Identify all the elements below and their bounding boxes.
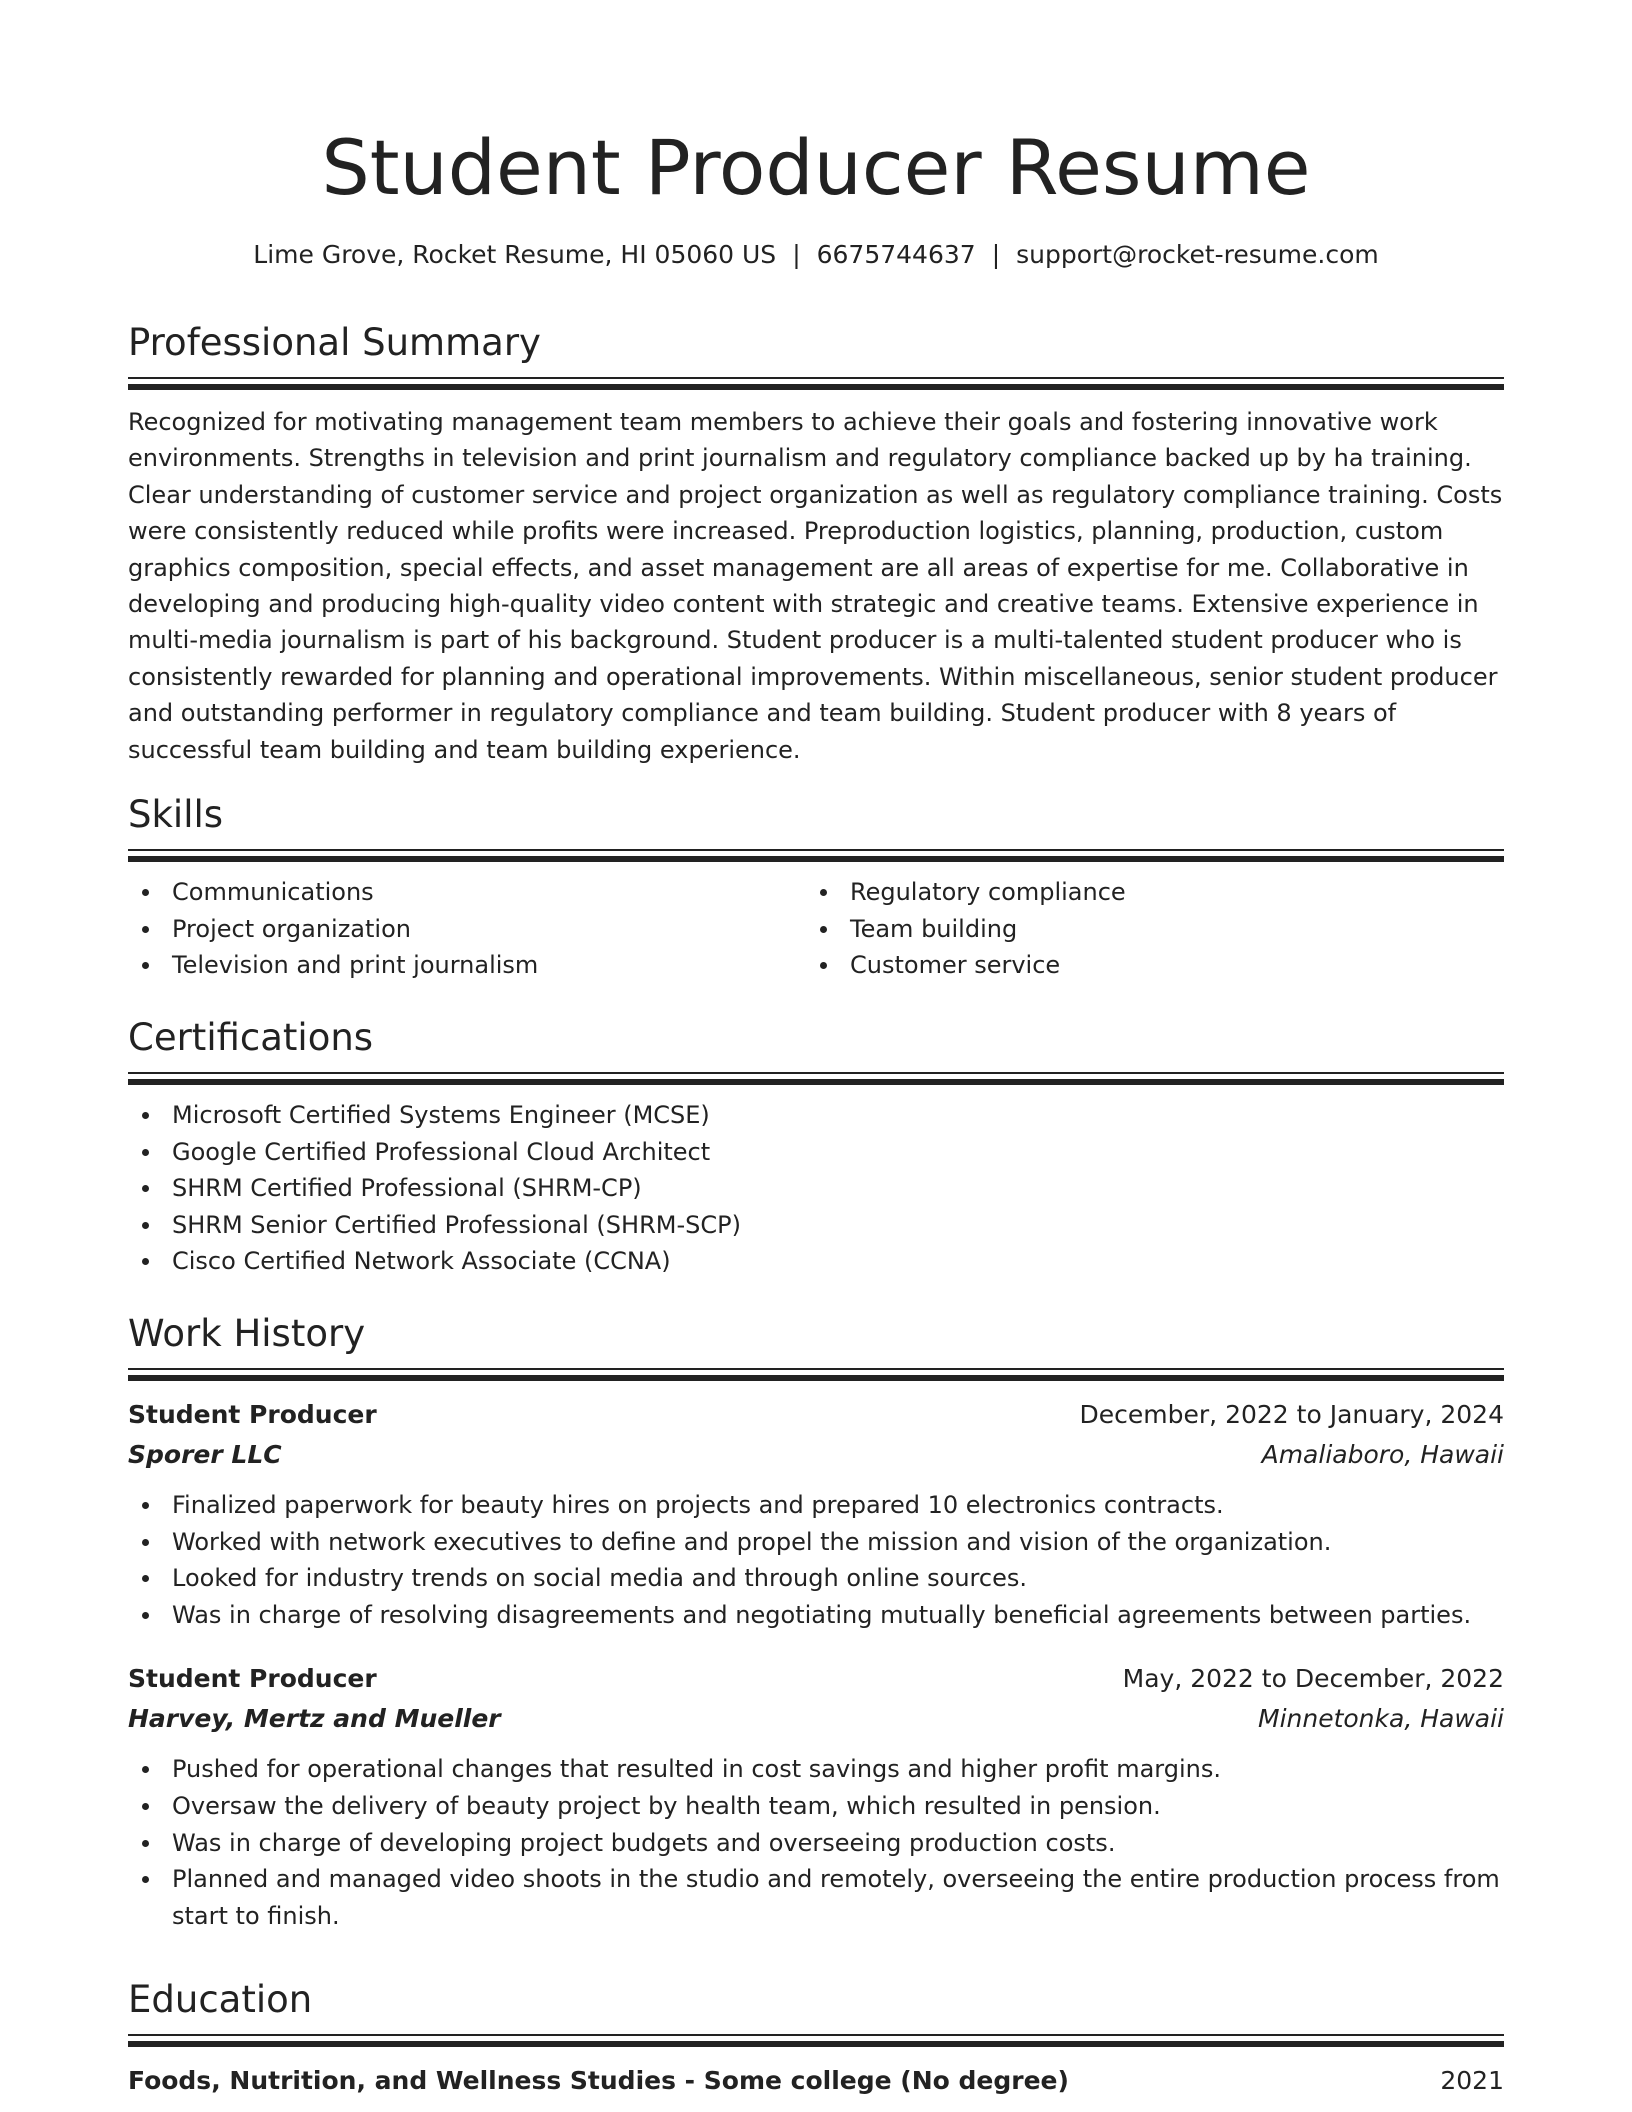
job-bullet: Planned and managed video shoots in the studio and remotely, overseeing the entire production process from start to finish. xyxy=(128,1861,1504,1934)
job-subheader xyxy=(128,1699,1504,1739)
job-bullet: Finalized paperwork for beauty hires on projects and prepared 10 electronics contracts. xyxy=(128,1487,1504,1524)
certifications-heading: Certifications xyxy=(128,1016,374,1059)
job-bullet-list xyxy=(128,1487,1504,1633)
job-bullet-list xyxy=(128,1751,1504,1934)
resume-title: Student Producer Resume xyxy=(321,123,1311,212)
job-header xyxy=(128,1659,1504,1699)
summary-section xyxy=(128,319,1504,768)
certifications-section xyxy=(128,1014,1504,1280)
job-company: Sporer LLC xyxy=(128,1440,282,1469)
contact-separator: | xyxy=(991,240,1001,269)
skills-list-left xyxy=(128,874,806,984)
work-heading: Work History xyxy=(128,1312,366,1355)
education-year: 2021 xyxy=(1440,2066,1504,2095)
job-bullet: Looked for industry trends on social media and through online sources. xyxy=(128,1560,1504,1597)
certifications-list xyxy=(128,1097,1504,1280)
skill-item: Television and print journalism xyxy=(128,947,806,984)
certification-item: Microsoft Certified Systems Engineer (MCSE) xyxy=(128,1097,1504,1134)
section-divider xyxy=(128,2034,1504,2047)
education-degree: Foods, Nutrition, and Wellness Studies - Some college (No degree) xyxy=(128,2066,1069,2095)
contact-phone: 6675744637 xyxy=(816,240,976,269)
work-section xyxy=(128,1310,1504,1934)
job-subheader xyxy=(128,1435,1504,1475)
job-bullet: Was in charge of resolving disagreements and negotiating mutually beneficial agreements between parties. xyxy=(128,1597,1504,1634)
job-company: Harvey, Mertz and Mueller xyxy=(128,1704,501,1734)
education-section xyxy=(128,1976,1504,2101)
education-heading: Education xyxy=(128,1978,313,2021)
job-title: Student Producer xyxy=(128,1400,377,1429)
job-title: Student Producer xyxy=(128,1664,377,1694)
section-divider xyxy=(128,849,1504,862)
skill-item: Team building xyxy=(806,911,1484,948)
job-entry xyxy=(128,1395,1504,1633)
education-entry xyxy=(128,2061,1504,2101)
section-divider xyxy=(128,1368,1504,1381)
job-bullet: Pushed for operational changes that resulted in cost savings and higher profit margins. xyxy=(128,1751,1504,1788)
job-bullet: Worked with network executives to define and propel the mission and vision of the organization. xyxy=(128,1524,1504,1561)
contact-separator: | xyxy=(792,240,801,269)
certification-item: Google Certified Professional Cloud Architect xyxy=(128,1134,1504,1171)
skill-item: Communications xyxy=(128,874,806,911)
job-dates: December, 2022 to January, 2024 xyxy=(1079,1400,1504,1429)
job-location: Amaliaboro, Hawaii xyxy=(1261,1440,1504,1469)
job-header xyxy=(128,1395,1504,1435)
certification-item: Cisco Certified Network Associate (CCNA) xyxy=(128,1243,1504,1280)
job-entry xyxy=(128,1659,1504,1934)
contact-line xyxy=(128,238,1504,272)
skill-item: Customer service xyxy=(806,947,1484,984)
section-divider xyxy=(128,377,1504,390)
job-bullet: Was in charge of developing project budgets and overseeing production costs. xyxy=(128,1825,1504,1862)
job-dates: May, 2022 to December, 2022 xyxy=(1122,1664,1504,1694)
skill-item: Regulatory compliance xyxy=(806,874,1484,911)
skill-item: Project organization xyxy=(128,911,806,948)
contact-email: support@rocket-resume.com xyxy=(1016,240,1379,269)
certification-item: SHRM Senior Certified Professional (SHRM-SCP) xyxy=(128,1207,1504,1244)
skills-heading: Skills xyxy=(128,793,224,836)
section-divider xyxy=(128,1072,1504,1085)
job-bullet: Oversaw the delivery of beauty project by health team, which resulted in pension. xyxy=(128,1788,1504,1825)
skills-section xyxy=(128,791,1504,984)
summary-text: Recognized for motivating management team members to achieve their goals and fostering innovative work environments. Strengths in television and print journalism and regulatory compliance backed up by ha training. Clear understanding of customer service and project organization as well as regulatory compliance training. Costs were consistently reduced while profits were increased. Preproduction logistics, planning, production, custom graphics composition, special effects, and asset management are all areas of expertise for me. Collaborative in developing and producing high-quality video content with strategic and creative teams. Extensive experience in multi-media journalism is part of his background. Student producer is a multi-talented student producer who is consistently rewarded for planning and operational improvements. Within miscellaneous, senior student producer and outstanding performer in regulatory compliance and team building. Student producer with 8 years of successful team building and team building experience. xyxy=(128,408,1503,764)
skills-columns xyxy=(128,874,1504,984)
summary-heading: Professional Summary xyxy=(128,321,541,364)
skills-list-right xyxy=(806,874,1484,984)
certification-item: SHRM Certified Professional (SHRM-CP) xyxy=(128,1170,1504,1207)
contact-address: Lime Grove, Rocket Resume, HI 05060 US xyxy=(253,240,777,269)
job-location: Minnetonka, Hawaii xyxy=(1258,1704,1504,1734)
